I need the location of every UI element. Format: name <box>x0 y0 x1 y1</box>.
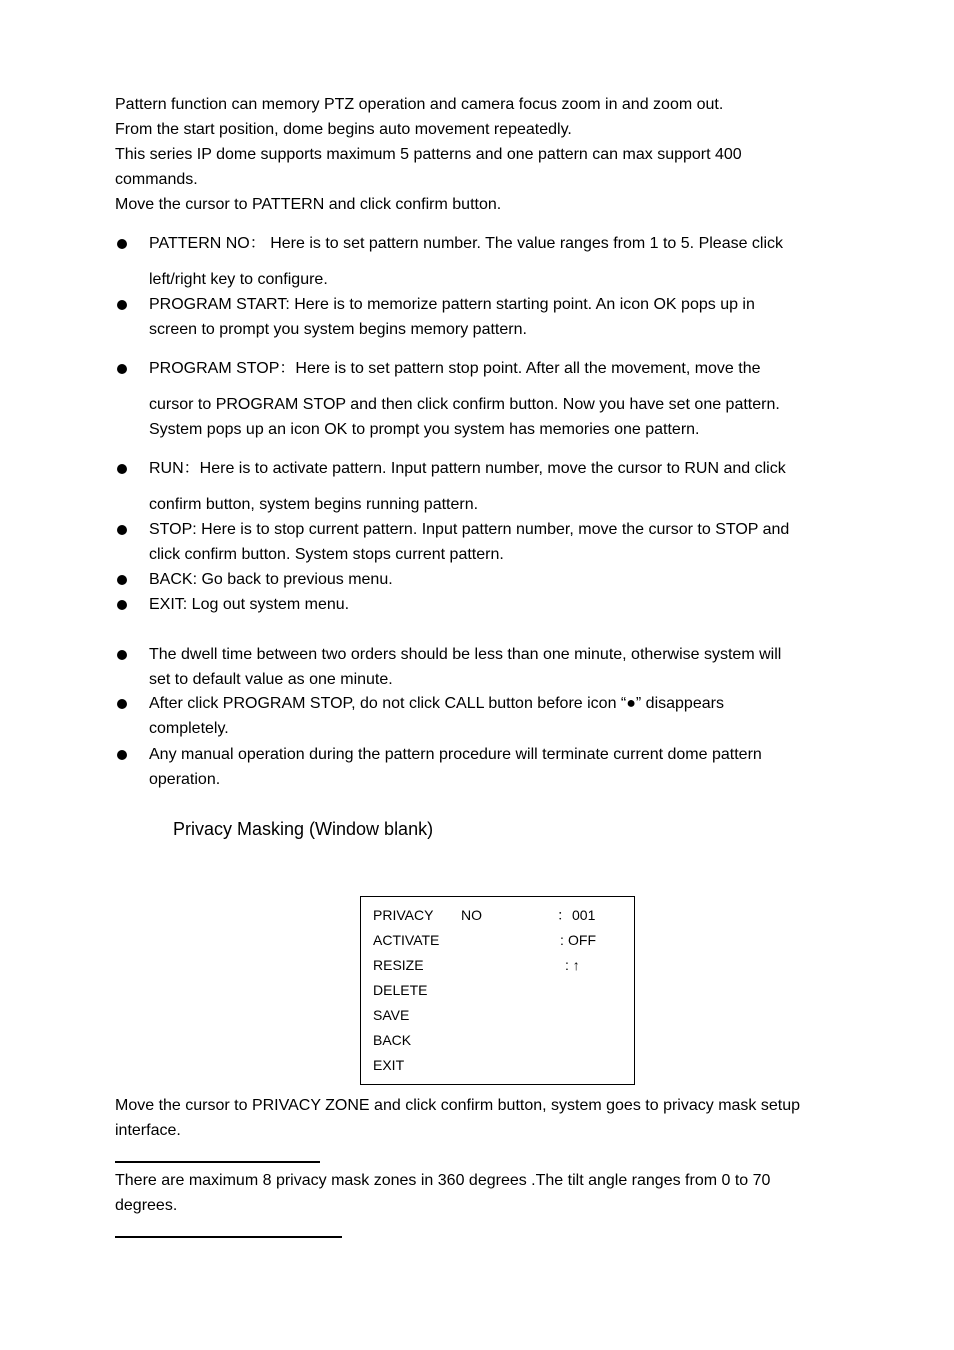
bullet-line: PROGRAM STOP：Here is to set pattern stop point. After all the movement, move the <box>149 360 761 377</box>
menu-label: BACK <box>373 1032 412 1048</box>
bullet-dot-icon <box>117 600 127 610</box>
menu-row-privacy-no <box>373 903 623 928</box>
note-bottom-rule <box>115 1236 342 1238</box>
note-line: completely. <box>149 720 229 737</box>
note-line: After click PROGRAM STOP, do not click CALL button before icon “●” disappears <box>149 695 724 712</box>
menu-separator: ： <box>557 907 571 923</box>
intro-line: From the start position, dome begins auto movement repeatedly. <box>115 121 572 138</box>
bullet-line: RUN：Here is to activate pattern. Input pattern number, move the cursor to RUN and click <box>149 460 786 477</box>
menu-row-delete <box>373 978 623 1003</box>
menu-row-resize <box>373 953 623 978</box>
intro-line: commands. <box>115 171 198 188</box>
bullet-dot-icon <box>117 575 127 585</box>
bullet-dot-icon <box>117 525 127 535</box>
after-menu-line: Move the cursor to PRIVACY ZONE and click confirm button, system goes to privacy mask setup <box>115 1097 800 1114</box>
bullet-line: STOP: Here is to stop current pattern. Input pattern number, move the cursor to STOP and <box>149 521 790 538</box>
menu-label: EXIT <box>373 1057 405 1073</box>
bullet-line: screen to prompt you system begins memory pattern. <box>149 321 527 338</box>
note-line: Any manual operation during the pattern procedure will terminate current dome pattern <box>149 746 762 763</box>
note-block-line: There are maximum 8 privacy mask zones in 360 degrees .The tilt angle ranges from 0 to 70 <box>115 1172 771 1189</box>
section-heading: Privacy Masking (Window blank) <box>173 819 434 839</box>
note-line: The dwell time between two orders should be less than one minute, otherwise system will <box>149 646 782 663</box>
bullet-dot-icon <box>117 699 127 709</box>
menu-value: : ↑ <box>565 957 580 973</box>
bullet-line: BACK: Go back to previous menu. <box>149 571 393 588</box>
menu-row-activate <box>373 928 623 953</box>
note-block <box>115 1168 845 1218</box>
intro-line: This series IP dome supports maximum 5 patterns and one pattern can max support 400 <box>115 146 742 163</box>
note-line: set to default value as one minute. <box>149 671 393 688</box>
intro-line: Move the cursor to PATTERN and click confirm button. <box>115 196 502 213</box>
menu-separator: : <box>560 932 564 948</box>
menu-label: RESIZE <box>373 957 424 973</box>
bullet-dot-icon <box>117 364 127 374</box>
note-top-rule <box>115 1161 320 1163</box>
menu-row-exit <box>373 1053 623 1078</box>
intro-line: Pattern function can memory PTZ operation and camera focus zoom in and zoom out. <box>115 96 724 113</box>
menu-value: 001 <box>572 907 596 923</box>
note-block-line: degrees. <box>115 1197 178 1214</box>
bullet-dot-icon <box>117 464 127 474</box>
menu-row-save <box>373 1003 623 1028</box>
menu-label: ACTIVATE <box>373 932 440 948</box>
bullet-line: confirm button, system begins running pattern. <box>149 496 479 513</box>
menu-value: OFF <box>568 932 596 948</box>
bullet-line: left/right key to configure. <box>149 271 328 288</box>
menu-sublabel: NO <box>461 907 482 923</box>
bullet-line: PATTERN NO： Here is to set pattern number. The value ranges from 1 to 5. Please click <box>149 235 784 252</box>
bullet-line: System pops up an icon OK to prompt you system has memories one pattern. <box>149 421 700 438</box>
after-menu-paragraph <box>115 1093 845 1143</box>
menu-label: PRIVACY <box>373 907 434 923</box>
bullet-line: EXIT: Log out system menu. <box>149 596 350 613</box>
note-line: operation. <box>149 771 221 788</box>
bullet-line: PROGRAM START: Here is to memorize pattern starting point. An icon OK pops up in <box>149 296 755 313</box>
bullet-dot-icon <box>117 239 127 249</box>
menu-label: DELETE <box>373 982 428 998</box>
bullet-dot-icon <box>117 750 127 760</box>
bullet-dot-icon <box>117 650 127 660</box>
menu-label: SAVE <box>373 1007 410 1023</box>
bullet-dot-icon <box>117 300 127 310</box>
bullet-line: cursor to PROGRAM STOP and then click confirm button. Now you have set one pattern. <box>149 396 780 413</box>
bullet-line: click confirm button. System stops current pattern. <box>149 546 504 563</box>
privacy-menu-box <box>360 896 635 1085</box>
menu-row-back <box>373 1028 623 1053</box>
intro-paragraph <box>115 92 845 217</box>
after-menu-line: interface. <box>115 1122 181 1139</box>
